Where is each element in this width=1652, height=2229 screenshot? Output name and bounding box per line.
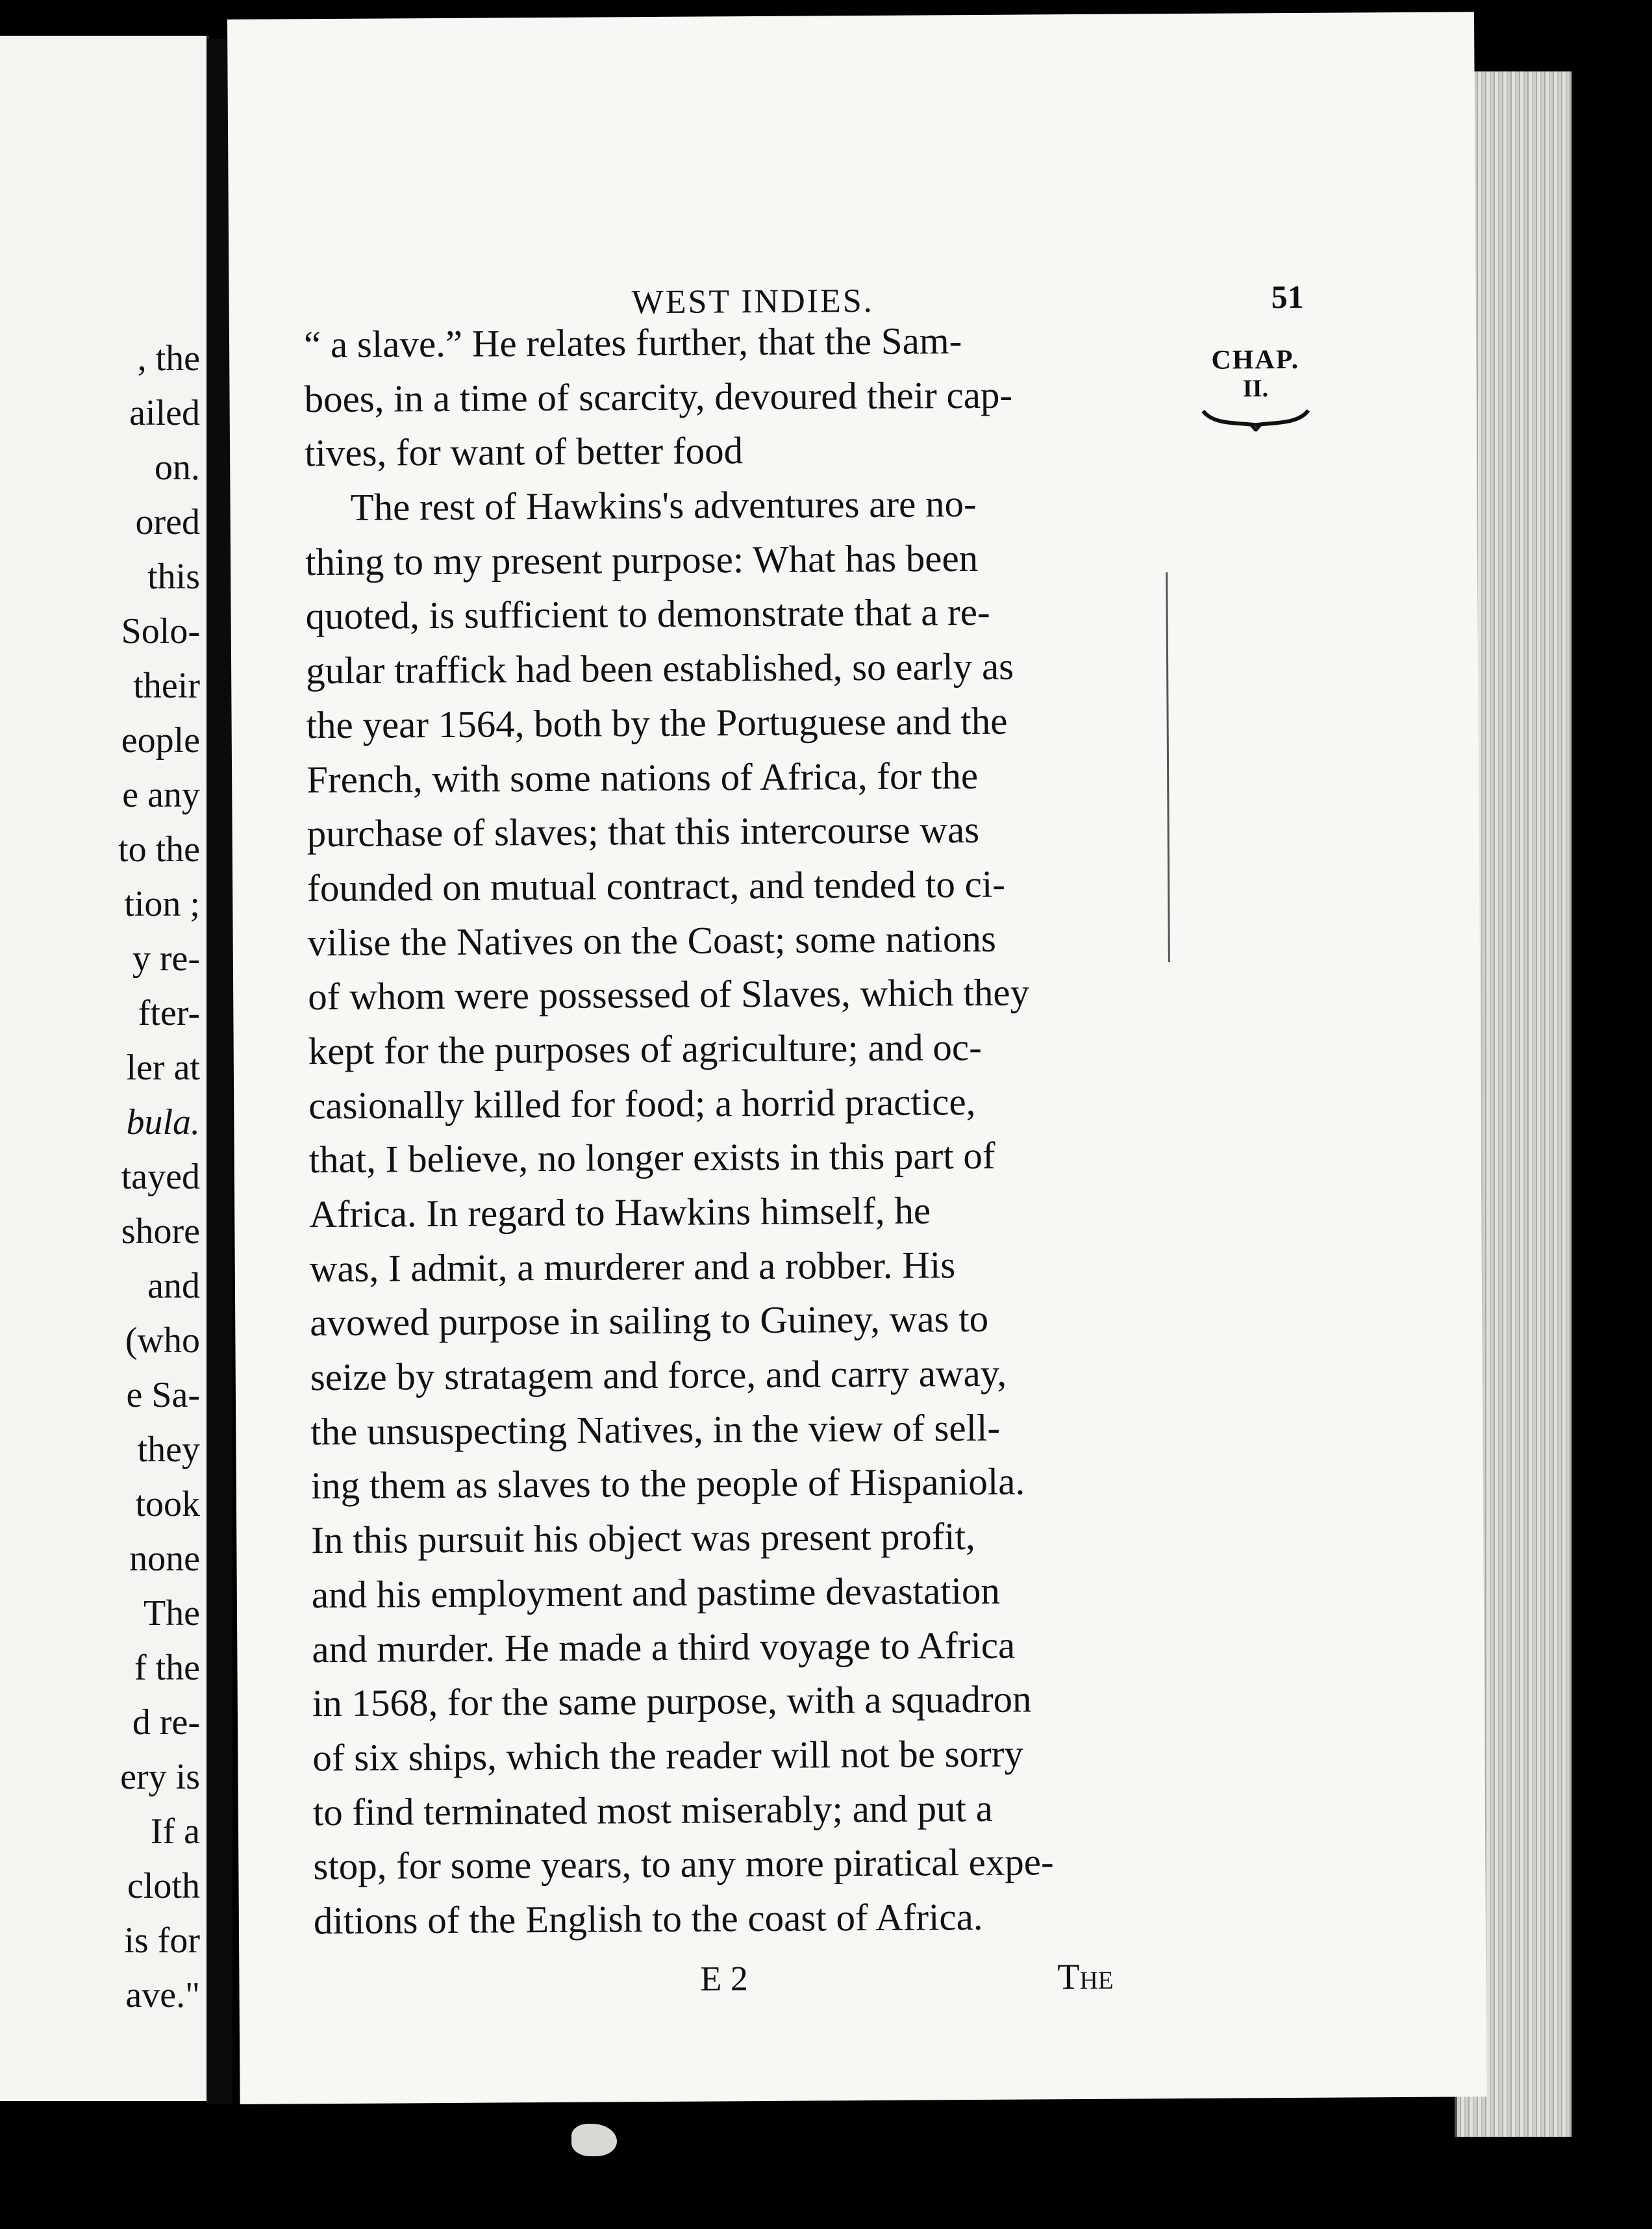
page-number: 51 (1271, 278, 1304, 316)
left-line: none (129, 1539, 200, 1579)
text-line: vilise the Natives on the Coast; some nations (307, 916, 997, 964)
text-line: “ a slave.” He relates further, that the Sam- (303, 319, 962, 366)
left-line: their (133, 666, 200, 706)
left-line: on. (155, 447, 200, 488)
left-line: f the (134, 1648, 200, 1688)
text-line: founded on mutual contract, and tended to ci- (307, 862, 1006, 910)
left-line: ailed (129, 393, 200, 433)
left-line: , the (137, 338, 200, 379)
text-line: Africa. In regard to Hawkins himself, he (309, 1189, 931, 1236)
left-line: is for (124, 1920, 200, 1961)
left-line: fter- (138, 993, 200, 1033)
text-line: The rest of Hawkins's adventures are no- (350, 482, 977, 529)
book-gutter (206, 39, 232, 2104)
text-line: French, with some nations of Africa, for the (306, 753, 979, 801)
text-line: the year 1564, both by the Portuguese and the (306, 699, 1008, 747)
catchword: The (1057, 1956, 1114, 1998)
left-line: ave." (125, 1975, 200, 2015)
body-text (304, 312, 1155, 1948)
text-line: ing them as slaves to the people of Hispaniola. (310, 1459, 1025, 1507)
text-line: seize by stratagem and force, and carry away, (310, 1351, 1007, 1399)
text-line: ditions of the English to the coast of Africa. (313, 1895, 983, 1943)
curly-brace-icon (1201, 405, 1311, 432)
left-line: If a (150, 1811, 200, 1852)
left-line: The (143, 1593, 200, 1633)
left-page-text (0, 331, 200, 2022)
left-line: this (147, 557, 200, 597)
text-line: that, I believe, no longer exists in this part of (308, 1134, 995, 1181)
left-line: ery is (120, 1757, 200, 1797)
left-line: e any (122, 775, 200, 815)
right-page (227, 12, 1487, 2104)
chapter-number: II. (1242, 375, 1269, 403)
left-line: (who (125, 1320, 200, 1361)
left-line: Solo- (121, 611, 200, 651)
left-line: ler at (126, 1048, 200, 1088)
text-line: of six ships, which the reader will not be sorry (312, 1732, 1024, 1780)
text-line: casionally killed for food; a horrid practice, (308, 1079, 976, 1127)
text-line: in 1568, for the same purpose, with a squadron (312, 1677, 1032, 1725)
left-line: they (137, 1429, 200, 1470)
text-line: tives, for want of better food (304, 429, 744, 475)
text-line: of whom were possessed of Slaves, which they (307, 970, 1030, 1018)
text-line: boes, in a time of scarcity, devoured their cap- (304, 373, 1013, 420)
text-line: stop, for some years, to any more piratical expe- (313, 1840, 1054, 1888)
text-line: quoted, is sufficient to demonstrate that a re- (305, 590, 990, 638)
chapter-margin-note (1190, 344, 1321, 432)
left-line: ored (135, 502, 200, 542)
text-line: and his employment and pastime devastation (311, 1568, 1001, 1617)
chapter-label: CHAP. (1211, 344, 1300, 375)
scan-border (1571, 58, 1652, 2163)
text-line: purchase of slaves; that this intercourse was (307, 808, 980, 855)
left-line: to the (118, 829, 200, 870)
left-line: e Sa- (126, 1375, 200, 1415)
text-line: to find terminated most miserably; and put a (312, 1786, 994, 1833)
text-line: avowed purpose in sailing to Guiney, was to (310, 1297, 989, 1344)
text-line: and murder. He made a third voyage to Africa (312, 1623, 1016, 1670)
text-line: the unsuspecting Natives, in the view of sell- (310, 1405, 1001, 1454)
margin-rule (1166, 572, 1170, 962)
scan-blemish (571, 2124, 617, 2156)
signature-mark: E 2 (700, 1959, 749, 1998)
text-line: was, I admit, a murderer and a robber. His (309, 1242, 956, 1290)
left-line: and (147, 1266, 200, 1306)
text-line: In this pursuit his object was present profit, (311, 1515, 976, 1562)
left-line: took (135, 1484, 200, 1524)
text-line: gular traffick had been established, so early as (305, 644, 1014, 692)
running-head: WEST INDIES. (631, 282, 874, 321)
left-line: cloth (127, 1866, 200, 1906)
left-line: y re- (132, 938, 200, 979)
left-line: bula. (126, 1102, 200, 1142)
left-page (0, 36, 209, 2101)
text-line: thing to my present purpose: What has been (305, 536, 979, 584)
left-line: shore (121, 1211, 200, 1252)
left-line: tayed (121, 1157, 200, 1197)
left-line: tion ; (124, 884, 200, 924)
left-line: d re- (132, 1702, 200, 1743)
text-line: kept for the purposes of agriculture; and oc- (308, 1025, 982, 1073)
left-line: eople (121, 720, 200, 761)
